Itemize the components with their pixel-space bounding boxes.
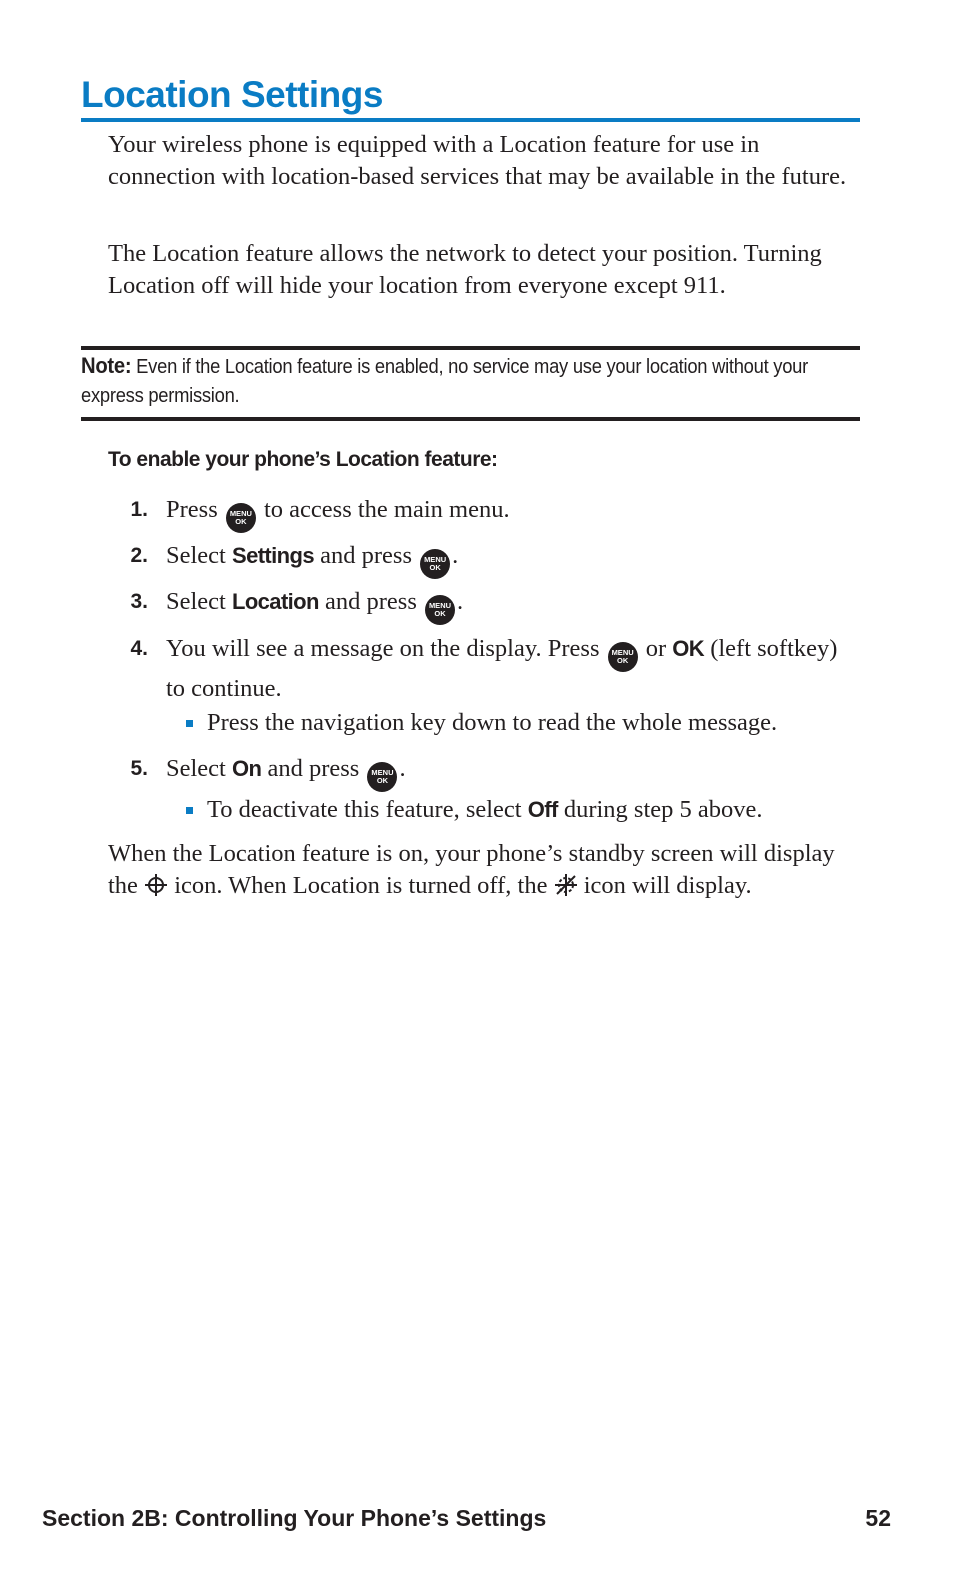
step-number: 3. — [130, 590, 148, 613]
closing-paragraph: When the Location feature is on, your phone’s standby screen will display the icon. When Location is turned off, the icon will display. — [108, 838, 848, 906]
menu-ok-key-icon: MENU OK — [608, 642, 638, 672]
step-number: 4. — [130, 637, 148, 660]
step-number: 2. — [130, 544, 148, 567]
bullet-text: To deactivate this feature, select Off during step 5 above. — [207, 796, 763, 823]
step-text: Select Location and press MENU OK . — [166, 585, 846, 625]
bullet-square-icon — [186, 807, 193, 814]
note-box — [81, 351, 863, 411]
menu-keyword: Off — [527, 797, 558, 822]
menu-ok-key-icon: MENU OK — [367, 762, 397, 792]
procedure-title: To enable your phone’s Location feature: — [108, 448, 498, 471]
menu-keyword: On — [232, 756, 262, 781]
note-label: Note: — [81, 353, 132, 378]
footer-section-title: Section 2B: Controlling Your Phone’s Settings — [42, 1505, 547, 1531]
step-text: Select On and press MENU OK . — [166, 752, 846, 792]
title-rule — [81, 118, 860, 122]
menu-keyword: Settings — [232, 543, 314, 568]
step-text: Press MENU OK to access the main menu. — [166, 493, 846, 533]
note-text: Even if the Location feature is enabled, no service may use your location without your express permission. — [81, 356, 808, 407]
step-number: 5. — [130, 757, 148, 780]
bullet-text: Press the navigation key down to read the whole message. — [207, 709, 778, 736]
step-text: You will see a message on the display. Press MENU OK or OK (left softkey) to continue. — [166, 635, 838, 702]
location-off-icon — [554, 873, 578, 906]
step-text: Select Settings and press MENU OK . — [166, 539, 846, 579]
intro-paragraph-1: Your wireless phone is equipped with a Location feature for use in connection with location-based services that may be available in the future. — [108, 131, 847, 190]
softkey-keyword: OK — [672, 636, 705, 661]
note-top-rule — [81, 346, 860, 350]
note-bottom-rule — [81, 417, 860, 421]
step-number: 1. — [130, 498, 148, 521]
page-number: 52 — [865, 1505, 891, 1531]
menu-keyword: Location — [232, 589, 319, 614]
menu-ok-key-icon: MENU OK — [226, 503, 256, 533]
bullet-square-icon — [186, 720, 193, 727]
page-title: Location Settings — [81, 74, 383, 115]
menu-ok-key-icon: MENU OK — [425, 595, 455, 625]
menu-ok-key-icon: MENU OK — [420, 549, 450, 579]
location-on-icon — [144, 873, 168, 906]
intro-paragraph-2: The Location feature allows the network to detect your position. Turning Location off will hide your location from everyone except 911. — [108, 240, 822, 299]
